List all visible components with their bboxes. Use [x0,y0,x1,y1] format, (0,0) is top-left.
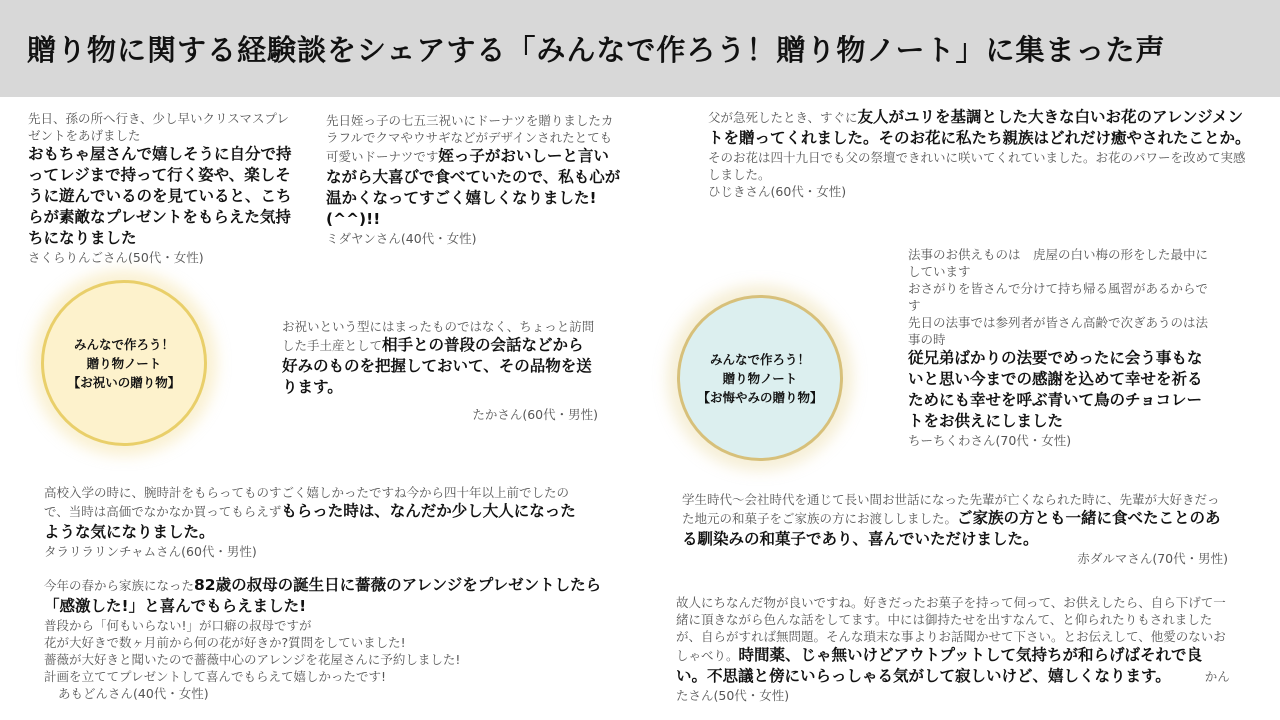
voice-card [44,484,584,560]
voice-text: 花が大好きで数ヶ月前から何の花が好きか?質問をしていました! [44,635,406,650]
voice-highlight: 相手との普段の会話などから好みのものを把握しておいて、その品物を送ります。 [282,336,592,396]
condolence-gift-circle [677,295,843,461]
voice-highlight: 従兄弟ばかりの法要でめったに会う事もないと思い今までの感謝を込めて幸せを祈るためにも幸せを呼ぶ青いて鳥のチョコレートをお供えにしました [908,349,1203,430]
title-bar [0,0,1280,97]
voice-card [908,246,1208,449]
voice-text: お祝いという型にはまったものではなく、ちょっと訪問した手土産として [282,319,595,353]
voice-card [28,110,298,266]
voice-highlight: 時間薬、じゃ無いけどアウトプットして気持ちが和らげばそれで良い。不思議と傍にいらっしゃる気がして寂しいけど、嬉しくなります。 [676,646,1202,685]
voice-text: 先日、孫の所へ行き、少し早いクリスマスプレゼントをあげました [28,111,290,143]
voice-text: おさがりを皆さんで分けて持ち帰る風習があるからです [908,281,1208,313]
voice-author: たかさん(60代・男性) [472,407,598,422]
circle-label: みんなで作ろう！ [709,351,810,367]
voice-text: 計画を立ててプレゼントして喜んでもらえて嬉しかったです! [44,669,387,684]
page-title: 贈り物に関する経験談をシェアする「みんなで作ろう！贈り物ノート」に集まった声 [27,33,1166,67]
voice-text: 先日の法事では参列者が皆さん高齢で次ぎあうのは法事の時 [908,315,1209,347]
voice-highlight: 姪っ子がおいしーと言いながら大喜びで食べていたので、私も心が温かくなってすごく嬉しくなりました!(^^)!! [326,147,621,228]
voice-author: ちーちくわさん(70代・女性) [908,433,1072,448]
voice-text: 薔薇が大好きと聞いたので薔薇中心のアレンジを花屋さんに予約しました! [44,652,461,667]
voice-card [326,112,624,247]
circle-label: 贈り物ノート [722,370,798,386]
voice-card [708,107,1256,200]
voice-highlight: 友人がユリを基調とした大きな白いお花のアレンジメントを贈ってくれました。そのお花に私たち親族はどれだけ癒やされたことか。 [708,108,1251,147]
voice-text: 高校入学の時に、腕時計をもらってものすごく嬉しかったですね今から四十年以上前でしたので、当時は高価でなかなか買ってもらえず [44,485,570,519]
voice-author: かんたさん(50代・女性) [676,669,1230,703]
circle-label: 贈り物ノート [86,355,162,371]
circle-label: みんなで作ろう！ [73,336,174,352]
voice-highlight: ご家族の方とも一緒に食べたことのある馴染みの和菓子であり、喜んでいただけました。 [682,509,1221,548]
celebration-gift-circle [41,280,207,446]
voice-text: 法事のお供えものは 虎屋の白い梅の形をした最中にしています [908,247,1209,279]
voice-author: あもどんさん(40代・女性) [58,686,209,701]
voice-text: 先日姪っ子の七五三祝いにドーナツを贈りましたカラフルでクマやウサギなどがデザインされたとても可愛いドーナツです [326,113,614,164]
voice-card [44,575,604,702]
voice-author: さくらりんごさん(50代・女性) [28,250,204,265]
voice-text: 普段から「何もいらない!」が口癖の叔母ですが [44,618,312,633]
voice-card [676,594,1232,704]
voice-author: ミダヤンさん(40代・女性) [326,231,477,246]
voice-card [282,318,598,423]
voice-highlight: もらった時は、なんだか少し大人になったような気になりました。 [44,502,576,541]
voice-card [682,491,1228,567]
voice-text: 学生時代〜会社時代を通じて長い間お世話になった先輩が亡くなられた時に、先輩が大好きだった地元の和菓子をご家族の方にお渡ししました。 [682,492,1220,526]
voice-author: ひじきさん(60代・女性) [708,184,847,199]
voice-text: そのお花は四十九日でも父の祭壇できれいに咲いてくれていました。お花のパワーを改めて実感しました。 [708,150,1246,182]
voice-author: 赤ダルマさん(70代・男性) [1077,551,1228,566]
voice-text: 今年の春から家族になった [44,578,195,593]
circle-label: 【お祝いの贈り物】 [67,374,181,390]
voice-text: 父が急死したとき、すぐに [708,110,858,125]
voice-highlight: 82歳の叔母の誕生日に薔薇のアレンジをプレゼントしたら「感激した!」と喜んでもらえました! [44,576,602,615]
voice-author: タラリラリンチャムさん(60代・男性) [44,544,257,559]
circle-label: 【お悔やみの贈り物】 [697,389,823,405]
voice-highlight: おもちゃ屋さんで嬉しそうに自分で持ってレジまで持って行く姿や、楽しそうに遊んでいるのを見ていると、こちらが素敵なプレゼントをもらえた気持ちになりました [28,145,292,247]
voice-text: 故人にちなんだ物が良いですね。好きだったお菓子を持って伺って、お供えしたら、自ら下げて一緒に頂きながら色んな話をしてます。中には御持たせを出すなんて、と仰られたりもされましたが、自らがすれば無問題。そんな瑣末な事よりお話聞かせて下さい。とお伝えして、他愛のないおしゃべり。 [676,595,1226,663]
